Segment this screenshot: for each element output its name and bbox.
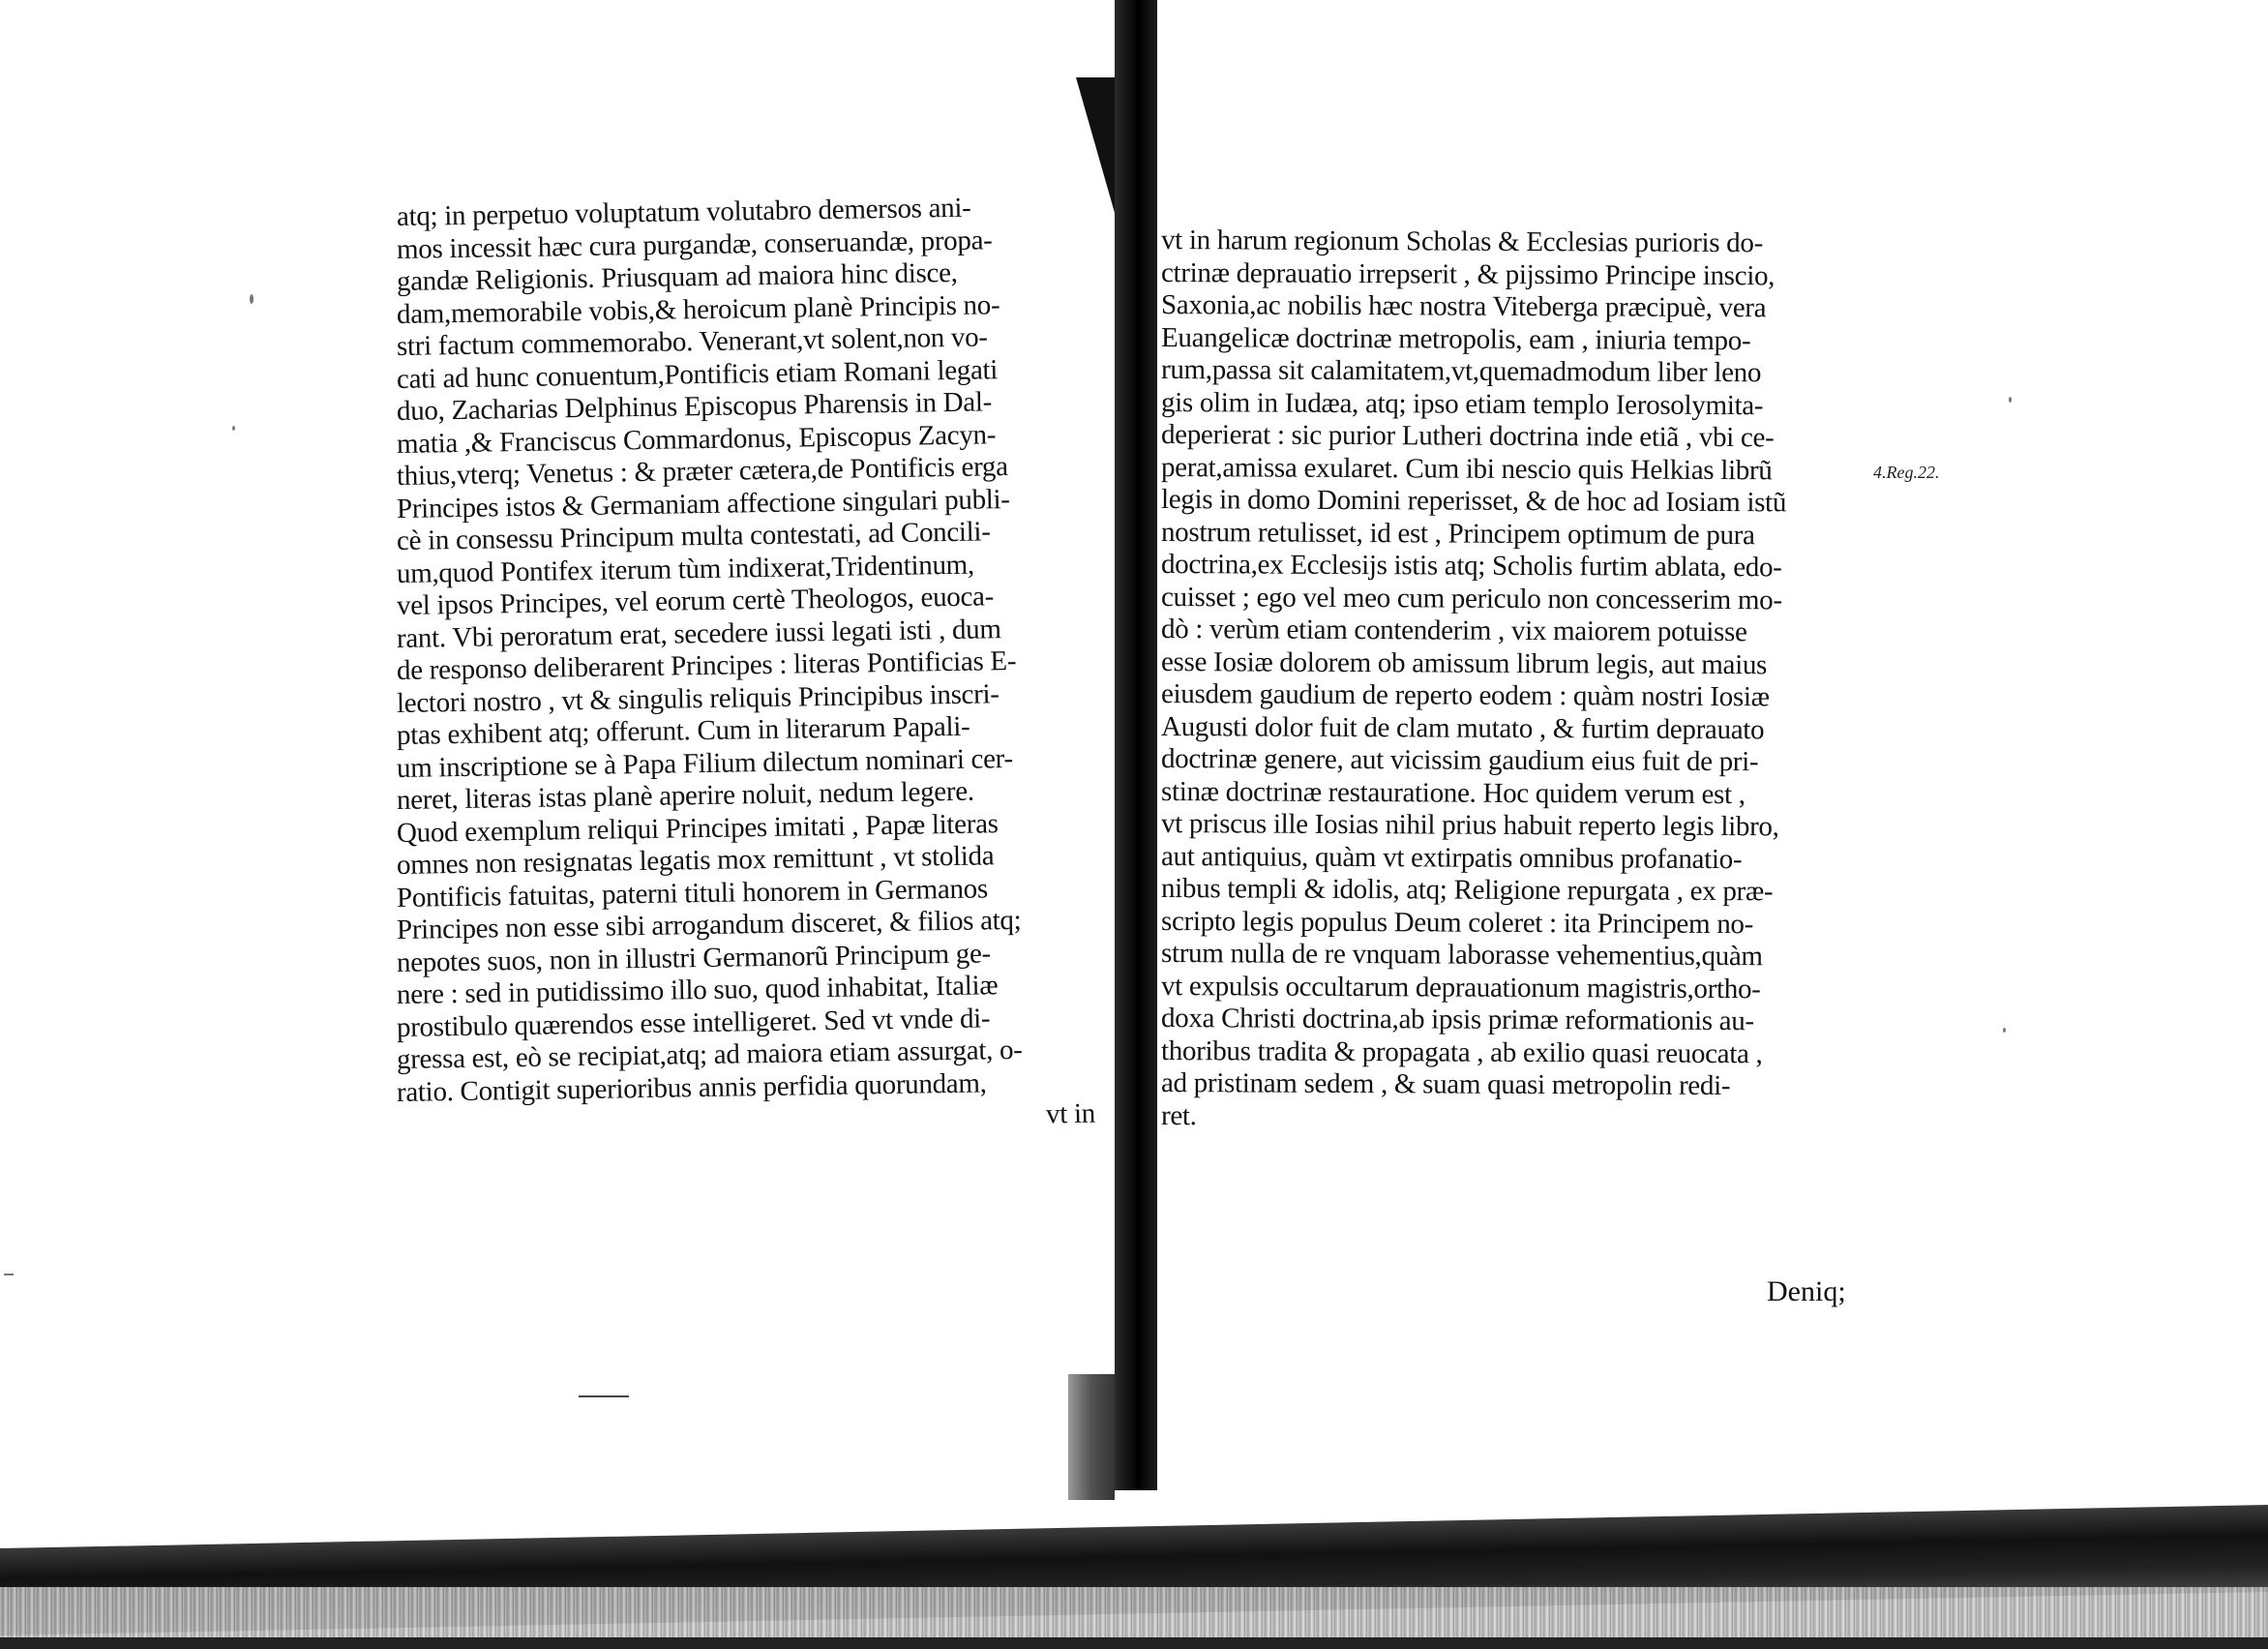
- text-line: omnes non resignatas legatis mox remittunt , vt stolida: [396, 840, 995, 881]
- text-line: doxa Christi doctrina,ab ipsis primæ reformationis au-: [1160, 1003, 1754, 1037]
- text-line: ptas exhibent atq; offerunt. Cum in literarum Papali-: [396, 710, 970, 751]
- text-line: stinæ doctrinæ restauratione. Hoc quidem verum est ,: [1160, 775, 1746, 810]
- text-line: Augusti dolor fuit de clam mutato , & furtim deprauato: [1160, 710, 1765, 745]
- text-line: um inscriptione se à Papa Filium dilectum nominari cer-: [396, 742, 1014, 784]
- left-catchword: vt in: [1045, 1097, 1096, 1130]
- text-line: um,quod Pontifex iterum tùm indixerat,Tridentinum,: [396, 549, 975, 589]
- left-page: [396, 192, 1113, 1142]
- text-line: nostrum retulisset, id est , Principem optimum de pura: [1160, 516, 1755, 551]
- text-line: doctrina,ex Ecclesijs istis atq; Scholis furtim ablata, edo-: [1160, 549, 1782, 584]
- marginal-reference: 4.Reg.22.: [1873, 463, 1940, 482]
- text-line: vt priscus ille Iosias nihil prius habuit reperto legis libro,: [1160, 808, 1779, 843]
- text-line: gis olim in Iudæa, atq; ipso etiam templo Ierosolymita-: [1160, 386, 1764, 421]
- text-line: Principes istos & Germaniam affectione singulari publi-: [396, 483, 1010, 525]
- text-line: scripto legis populus Deum coleret : ita Principem no-: [1160, 905, 1754, 940]
- text-line: vt expulsis occultarum deprauationum magistris,ortho-: [1160, 970, 1761, 1004]
- left-page-text: [396, 192, 1113, 1142]
- text-line: de responso deliberarent Principes : literas Pontificias E-: [396, 645, 1017, 686]
- scan-speck: [2009, 397, 2012, 403]
- text-line: esse Iosiæ dolorem ob amissum librum legis, aut maius: [1160, 645, 1768, 680]
- right-page-text: [1161, 225, 1867, 1132]
- text-line: matia ,& Franciscus Commardonus, Episcopus Zacyn-: [396, 418, 997, 460]
- text-line: nepotes suos, non in illustri Germanorũ Principum ge-: [396, 937, 992, 978]
- book-gutter: [1115, 0, 1157, 1490]
- text-line: legis in domo Domini reperisset, & de hoc ad Iosiam istũ: [1160, 484, 1787, 519]
- text-line: lectori nostro , vt & singulis reliquis Principibus inscri-: [396, 677, 1000, 719]
- text-line: ret.: [1160, 1099, 1197, 1131]
- text-line: aut antiquius, quàm vt extirpatis omnibus profanatio-: [1160, 840, 1743, 875]
- text-line: ratio. Contigit superioribus annis perfidia quorundam,: [396, 1066, 987, 1108]
- text-line: thius,vterq; Venetus : & præter cætera,de Pontificis erga: [396, 451, 1008, 492]
- text-line: cati ad hunc conuentum,Pontificis etiam Romani legati: [396, 353, 999, 395]
- text-line: eiusdem gaudium de reperto eodem : quàm nostri Iosiæ: [1160, 678, 1770, 713]
- text-line: ad pristinam sedem , & suam quasi metropolin redi-: [1160, 1067, 1731, 1102]
- text-line: dò : verùm etiam contenderim , vix maiorem potuisse: [1160, 614, 1747, 648]
- text-line: cuisset ; ego vel meo cum periculo non concesserim mo-: [1160, 581, 1782, 615]
- scanner-edge-line: [0, 1637, 2268, 1649]
- text-line: neret, literas istas planè aperire noluit, nedum legere.: [396, 775, 974, 816]
- text-line: Euangelicæ doctrinæ metropolis, eam , iniuria tempo-: [1160, 321, 1751, 356]
- gutter-shadow-bottom: [1068, 1374, 1115, 1500]
- text-line: duo, Zacharias Delphinus Episcopus Pharensis in Dal-: [396, 386, 993, 427]
- text-line: dam,memorabile vobis,& heroicum planè Principis no-: [396, 288, 1000, 330]
- left-page-rule: [579, 1395, 629, 1397]
- text-line: nibus templi & idolis, atq; Religione repurgata , ex præ-: [1160, 873, 1774, 908]
- right-page: [1161, 225, 1867, 1132]
- text-line: mos incessit hæc cura purgandæ, conseruandæ, propa-: [396, 224, 993, 265]
- text-line: rant. Vbi peroratum erat, secedere iussi legati isti , dum: [396, 613, 1001, 654]
- scan-speck: [232, 426, 235, 431]
- scan-speck: [2003, 1028, 2006, 1033]
- scan-speck: [4, 1274, 14, 1275]
- text-line: vel ipsos Principes, vel eorum certè Theologos, euoca-: [396, 581, 995, 621]
- text-line: nere : sed in putidissimo illo suo, quod inhabitat, Italiæ: [396, 970, 999, 1010]
- text-line: gandæ Religionis. Priusquam ad maiora hinc disce,: [396, 256, 958, 297]
- scan-speck: [250, 294, 254, 304]
- catchword: Deniq;: [1767, 1275, 1846, 1307]
- text-line: rum,passa sit calamitatem,vt,quemadmodum liber leno: [1160, 354, 1762, 389]
- text-line: perat,amissa exularet. Cum ibi nescio quis Helkias librũ: [1160, 451, 1773, 486]
- text-line: vt in harum regionum Scholas & Ecclesias purioris do-: [1160, 225, 1764, 259]
- text-line: atq; in perpetuo voluptatum volutabro demersos ani-: [396, 192, 971, 232]
- text-line: cè in consessu Principum multa contestati, ad Concili-: [396, 516, 991, 556]
- text-line: Saxonia,ac nobilis hæc nostra Viteberga præcipuè, vera: [1160, 289, 1767, 324]
- text-line: strum nulla de re vnquam laborasse vehementius,quàm: [1160, 938, 1763, 973]
- text-line: doctrinæ genere, aut vicissim gaudium eius fuit de pri-: [1160, 743, 1759, 778]
- text-line: thoribus tradita & propagata , ab exilio quasi reuocata ,: [1160, 1034, 1763, 1069]
- text-line: Principes non esse sibi arrogandum disceret, & filios atq;: [396, 904, 1022, 945]
- text-line: stri factum commemorabo. Venerant,vt solent,non vo-: [396, 321, 988, 362]
- text-line: Pontificis fatuitas, paterni tituli honorem in Germanos: [396, 872, 989, 914]
- text-line: Quod exemplum reliqui Principes imitati , Papæ literas: [396, 807, 999, 849]
- text-line: gressa est, eò se recipiat,atq; ad maiora etiam assurgat, o-: [396, 1034, 1023, 1075]
- text-line: ctrinæ deprauatio irrepserit , & pijssimo Principe inscio,: [1160, 256, 1776, 291]
- text-line: prostibulo quærendos esse intelligeret. Sed vt vnde di-: [396, 1002, 991, 1043]
- text-line: deperierat : sic purior Lutheri doctrina inde etiã , vbi ce-: [1160, 419, 1775, 454]
